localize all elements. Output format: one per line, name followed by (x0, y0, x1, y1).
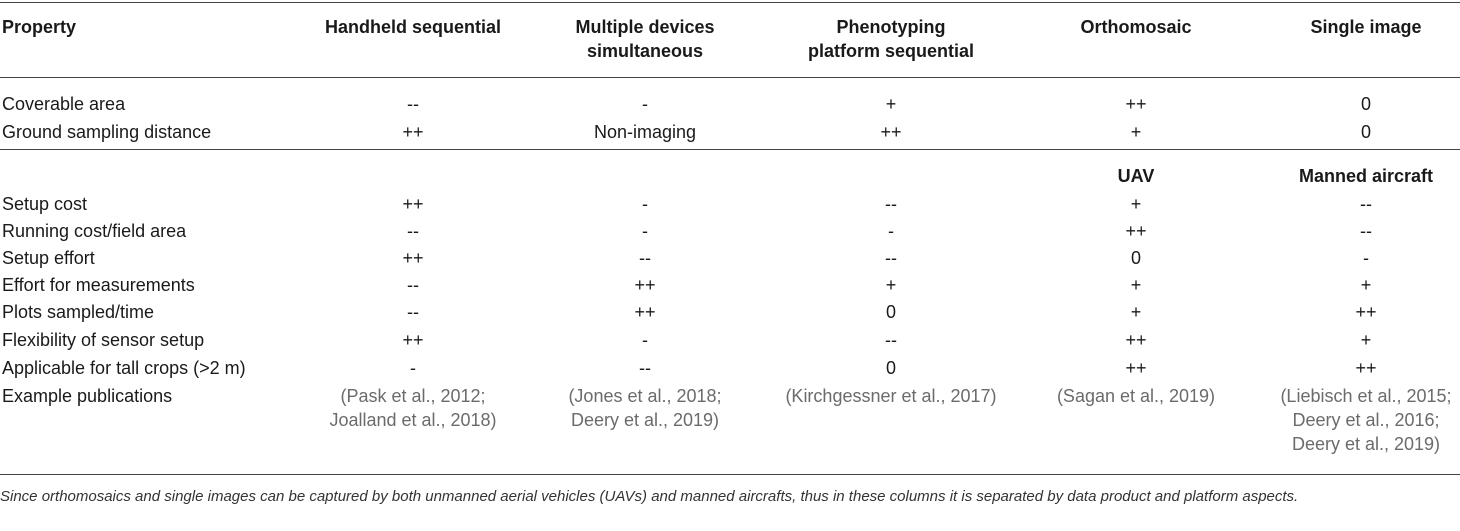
row-tall-crops-ortho: ++ (1125, 358, 1147, 378)
row-setup-effort-ortho: 0 (1130, 248, 1141, 268)
row-setup-effort-handheld: ++ (402, 248, 424, 268)
header-multiple-line2: simultaneous (586, 41, 704, 61)
header-pheno-line1: Phenotyping (836, 17, 946, 37)
row-flexibility-ortho: ++ (1125, 330, 1147, 350)
publications-multiple (525, 384, 765, 432)
header-property: Property (2, 17, 77, 37)
row-running-cost-property: Running cost/field area (2, 221, 187, 241)
table-caption: Since orthomosaics and single images can be captured by both unmanned aerial vehicles (UAVs) and manned aircrafts, thus in these columns it is separated by data product and platform aspects. (0, 488, 1299, 505)
row-flexibility-multiple: - (642, 330, 648, 350)
row-gsd-ortho: + (1130, 122, 1142, 142)
publication-citation: (Pask et al., 2012; (340, 386, 486, 406)
row-setup-cost-ortho: + (1130, 194, 1142, 214)
subheader-uav: UAV (1117, 166, 1155, 186)
section-rule (0, 149, 1460, 150)
publication-citation: Joalland et al., 2018) (329, 410, 497, 430)
row-tall-crops-property: Applicable for tall crops (>2 m) (2, 358, 246, 378)
row-running-cost-pheno: - (888, 221, 894, 241)
publications-single (1246, 384, 1460, 456)
row-tall-crops-handheld: - (410, 358, 416, 378)
header-ortho: Orthomosaic (1080, 17, 1192, 37)
row-running-cost-single: -- (1360, 221, 1372, 241)
bottom-rule (0, 474, 1460, 475)
top-rule (0, 2, 1460, 3)
row-plots-sampled-single: ++ (1355, 302, 1377, 322)
row-running-cost-multiple: - (642, 221, 648, 241)
row-setup-cost-handheld: ++ (402, 194, 424, 214)
row-flexibility-pheno: -- (885, 330, 897, 350)
row-effort-measurements-ortho: + (1130, 275, 1142, 295)
row-publications-property: Example publications (2, 386, 173, 406)
row-gsd-property: Ground sampling distance (2, 122, 212, 142)
row-tall-crops-single: ++ (1355, 358, 1377, 378)
header-pheno-line2: platform sequential (807, 41, 975, 61)
row-tall-crops-multiple: -- (639, 358, 651, 378)
publications-ortho (1016, 384, 1256, 408)
row-coverable-area-ortho: ++ (1125, 94, 1147, 114)
publication-citation: (Sagan et al., 2019) (1056, 386, 1216, 406)
row-flexibility-handheld: ++ (402, 330, 424, 350)
header-multiple (525, 15, 765, 63)
row-effort-measurements-handheld: -- (407, 275, 419, 295)
row-flexibility-property: Flexibility of sensor setup (2, 330, 205, 350)
row-setup-effort-single: - (1363, 248, 1369, 268)
row-gsd-multiple: Non-imaging (593, 122, 697, 142)
row-setup-cost-property: Setup cost (2, 194, 88, 214)
row-setup-cost-single: -- (1360, 194, 1372, 214)
row-gsd-single: 0 (1360, 122, 1371, 142)
row-effort-measurements-multiple: ++ (634, 275, 656, 295)
row-setup-cost-pheno: -- (885, 194, 897, 214)
publication-citation: Deery et al., 2019) (1291, 434, 1441, 454)
row-plots-sampled-multiple: ++ (634, 302, 656, 322)
row-coverable-area-single: 0 (1360, 94, 1371, 114)
row-plots-sampled-handheld: -- (407, 302, 419, 322)
row-coverable-area-pheno: + (885, 94, 897, 114)
row-coverable-area-multiple: - (642, 94, 648, 114)
header-single: Single image (1310, 17, 1422, 37)
row-plots-sampled-pheno: 0 (885, 302, 896, 322)
row-coverable-area-handheld: -- (407, 94, 419, 114)
header-handheld: Handheld sequential (324, 17, 502, 37)
header-multiple-line1: Multiple devices (575, 17, 715, 37)
publication-citation: (Kirchgessner et al., 2017) (785, 386, 997, 406)
subheader-manned-aircraft: Manned aircraft (1298, 166, 1434, 186)
row-running-cost-ortho: ++ (1125, 221, 1147, 241)
header-rule (0, 77, 1460, 78)
publications-pheno (771, 384, 1011, 408)
row-setup-cost-multiple: - (642, 194, 648, 214)
publication-citation: (Jones et al., 2018; (568, 386, 722, 406)
row-gsd-handheld: ++ (402, 122, 424, 142)
row-gsd-pheno: ++ (880, 122, 902, 142)
header-pheno (771, 15, 1011, 63)
row-plots-sampled-property: Plots sampled/time (2, 302, 155, 322)
row-setup-effort-pheno: -- (885, 248, 897, 268)
publication-citation: Deery et al., 2016; (1292, 410, 1440, 430)
row-tall-crops-pheno: 0 (885, 358, 896, 378)
row-effort-measurements-single: + (1360, 275, 1372, 295)
publication-citation: (Liebisch et al., 2015; (1280, 386, 1452, 406)
row-plots-sampled-ortho: + (1130, 302, 1142, 322)
row-coverable-area-property: Coverable area (2, 94, 126, 114)
row-setup-effort-multiple: -- (639, 248, 651, 268)
row-setup-effort-property: Setup effort (2, 248, 95, 268)
row-running-cost-handheld: -- (407, 221, 419, 241)
publications-handheld (293, 384, 533, 432)
row-effort-measurements-pheno: + (885, 275, 897, 295)
publication-citation: Deery et al., 2019) (570, 410, 720, 430)
row-effort-measurements-property: Effort for measurements (2, 275, 195, 295)
row-flexibility-single: + (1360, 330, 1372, 350)
